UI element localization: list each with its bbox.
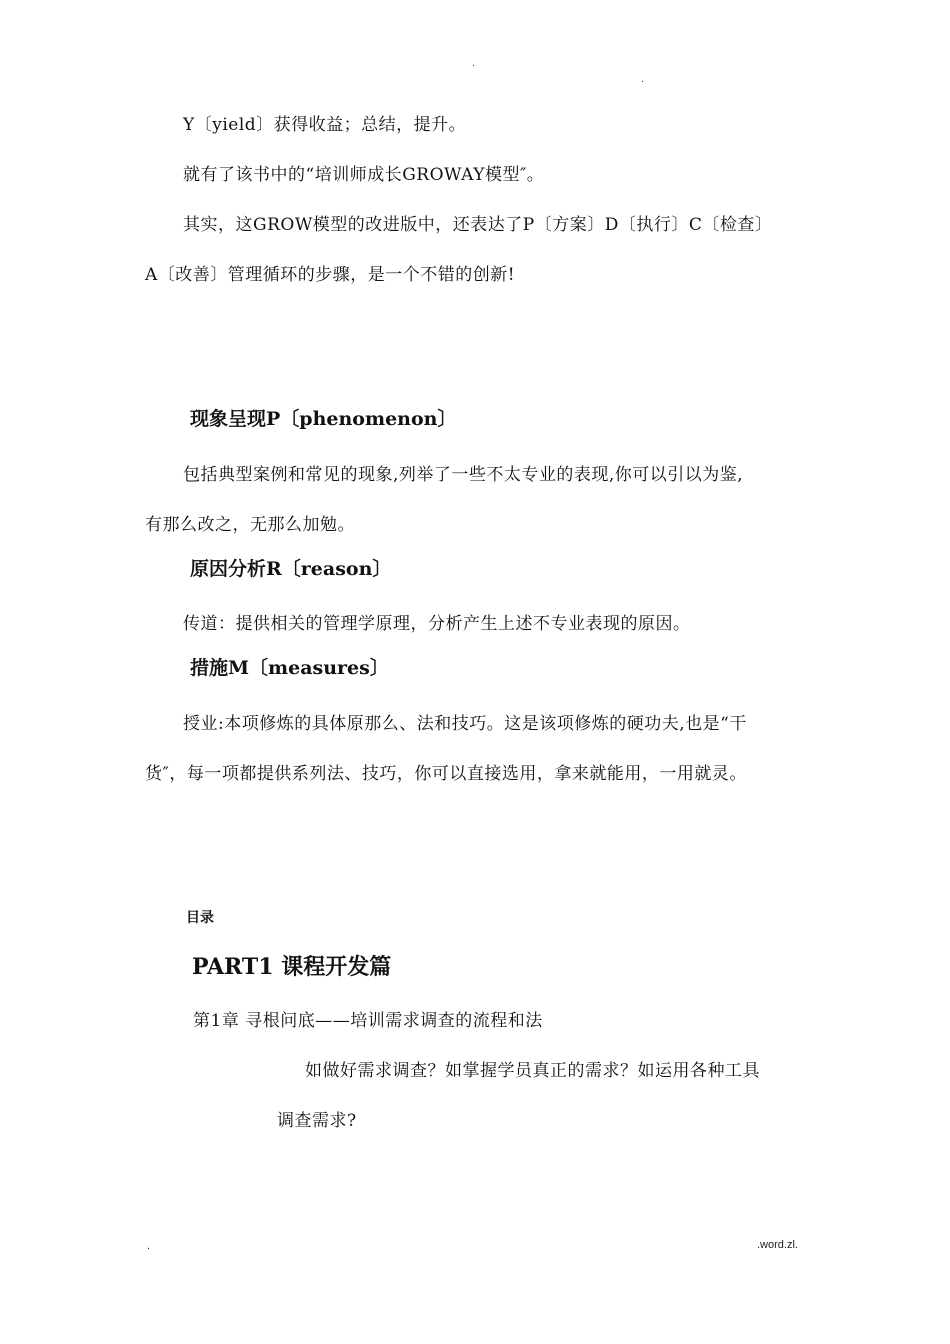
intro-line-pdca-2: A〔改善〕管理循环的步骤，是一个不错的创新!: [145, 265, 516, 285]
toc-part-title: PART1 课程开发篇: [192, 954, 392, 980]
toc-chapter-1-desc-2: 调查需求?: [277, 1111, 357, 1131]
reason-heading: 原因分析R〔reason〕: [190, 558, 392, 580]
phenomenon-text-2: 有那么改之，无那么加勉。: [145, 515, 355, 535]
intro-line-groway: 就有了该书中的“培训师成长GROWAY模型″。: [183, 165, 545, 185]
toc-label: 目录: [186, 910, 214, 926]
measures-heading: 措施M〔measures〕: [190, 657, 389, 679]
measures-text-2: 货″，每一项都提供系列法、技巧，你可以直接选用，拿来就能用，一用就灵。: [145, 764, 747, 784]
phenomenon-text-1: 包括典型案例和常见的现象,列举了一些不太专业的表现,你可以引以为鉴,: [183, 465, 744, 485]
header-dot-left: .: [472, 58, 476, 69]
footer-dot: .: [147, 1240, 151, 1252]
phenomenon-heading: 现象呈现P〔phenomenon〕: [190, 408, 457, 430]
reason-text: 传道：提供相关的管理学原理，分析产生上述不专业表现的原因。: [183, 614, 691, 634]
toc-chapter-1: 第1章 寻根问底——培训需求调查的流程和法: [193, 1011, 543, 1031]
header-dot-right: .: [641, 74, 645, 85]
measures-text-1: 授业:本项修炼的具体原那么、法和技巧。这是该项修炼的硬功夫,也是“干: [183, 714, 747, 734]
intro-line-yield: Y〔yield〕获得收益；总结，提升。: [183, 115, 467, 135]
intro-line-pdca-1: 其实，这GROW模型的改进版中，还表达了P〔方案〕D〔执行〕C〔检查〕: [183, 215, 773, 235]
toc-chapter-1-desc-1: 如做好需求调查？如掌握学员真正的需求？如运用各种工具: [305, 1061, 760, 1081]
footer-watermark: .word.zl.: [757, 1239, 798, 1251]
